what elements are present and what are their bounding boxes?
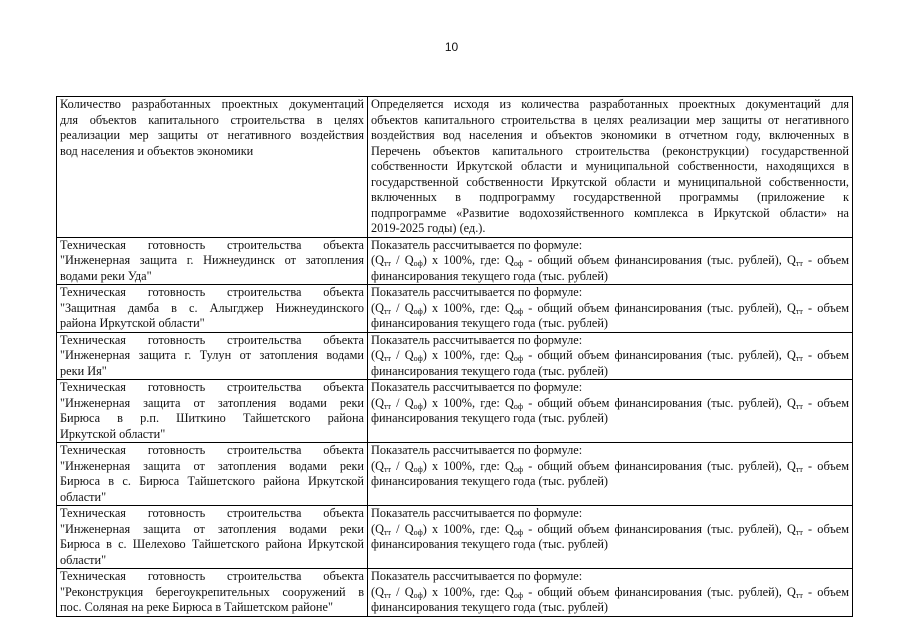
method-cell — [368, 443, 853, 506]
text-line: включенных в подпрограмму государственной программы (приложение к — [371, 190, 849, 204]
indicators-table — [56, 96, 853, 617]
text-line: Техническая готовность строительства объекта — [60, 443, 364, 457]
formula-intro: Показатель рассчитывается по формуле: — [371, 443, 583, 457]
table-row — [57, 332, 853, 380]
formula-intro: Показатель рассчитывается по формуле: — [371, 332, 583, 347]
formula-tail: финансирования текущего года (тыс. рублей) — [371, 363, 609, 378]
indicator-cell — [57, 380, 368, 443]
formula-line: $(Q_{тт} / Q_{оф})$ x 100%, где: $Q_{оф}$ - общий объем финансирования (тыс. рублей), $Q_{тт}$ - объем — [371, 395, 849, 411]
text-line: Техническая готовность строительства объекта — [60, 285, 364, 299]
text-line: подпрограмме «Развитие водохозяйственного комплекса в Иркутской области» на — [371, 205, 849, 220]
text-line: Бирюса в р.п. Шиткино Тайшетского района — [60, 411, 364, 425]
table-row — [57, 380, 853, 443]
formula-line: $(Q_{тт} / Q_{оф})$ x 100%, где: $Q_{оф}$ - общий объем финансирования (тыс. рублей), $Q_{тт}$ - объем — [371, 521, 849, 537]
text-line: "Инженерная защита от затопления водами реки — [60, 395, 364, 410]
text-line: Количество разработанных проектных документаций — [60, 97, 364, 111]
indicator-cell — [57, 443, 368, 506]
text-line: "Реконструкция берегоукрепительных сооружений в — [60, 584, 364, 599]
formula-tail: финансирования текущего года (тыс. рублей) — [371, 268, 609, 283]
formula-line: $(Q_{тт} / Q_{оф})$ x 100%, где: $Q_{оф}$ - общий объем финансирования (тыс. рублей), $Q_{тт}$ - объем — [371, 584, 849, 600]
text-line: Перечень объектов капитального строительства (реконструкции) государственной — [371, 143, 849, 158]
indicator-cell — [57, 569, 368, 617]
formula-tail: финансирования текущего года (тыс. рублей) — [371, 474, 609, 488]
table-row — [57, 443, 853, 506]
text-line: 2019-2025 годы) (ед.). — [371, 221, 486, 235]
text-line: пос. Соляная на реке Бирюса в Тайшетском районе" — [60, 600, 333, 614]
method-cell — [368, 506, 853, 569]
text-line: района Иркутской области" — [60, 316, 205, 330]
formula-line: $(Q_{тт} / Q_{оф})$ x 100%, где: $Q_{оф}$ - общий объем финансирования (тыс. рублей), $Q_{тт}$ - объем — [371, 458, 849, 474]
text-line: воздействия вод населения и объектов экономики в отчетном году, включенных в — [371, 128, 849, 142]
indicator-cell — [57, 332, 368, 380]
text-line: реализации мер защиты от негативного воздействия — [60, 128, 364, 142]
text-line: Бирюса в с. Шелехово Тайшетского района Иркутской — [60, 537, 364, 551]
method-cell — [368, 285, 853, 333]
formula-line: $(Q_{тт} / Q_{оф})$ x 100%, где: $Q_{оф}$ - общий объем финансирования (тыс. рублей), $Q_{тт}$ - объем — [371, 253, 849, 268]
text-line: "Инженерная защита г. Нижнеудинск от затопления — [60, 253, 364, 267]
text-line: Техническая готовность строительства объекта — [60, 506, 364, 520]
text-line: собственности Иркутской области и муниципальной собственности, находящихся в — [371, 159, 849, 173]
indicator-cell — [57, 97, 368, 238]
text-line: "Инженерная защита от затопления водами реки — [60, 521, 364, 536]
text-line: "Инженерная защита г. Тулун от затопления водами — [60, 348, 364, 362]
text-line: "Защитная дамба в с. Алыгджер Нижнеудинского — [60, 300, 364, 315]
formula-intro: Показатель рассчитывается по формуле: — [371, 380, 583, 394]
method-cell — [368, 569, 853, 617]
text-line: Техническая готовность строительства объекта — [60, 237, 364, 252]
table-row — [57, 285, 853, 333]
text-line: Бирюса в с. Бирюса Тайшетского района Иркутской — [60, 474, 364, 488]
method-cell — [368, 380, 853, 443]
formula-intro: Показатель рассчитывается по формуле: — [371, 285, 583, 299]
text-line: области" — [60, 552, 107, 567]
indicator-cell — [57, 506, 368, 569]
formula-intro: Показатель рассчитывается по формуле: — [371, 506, 583, 520]
table-row — [57, 569, 853, 617]
formula-intro: Показатель рассчитывается по формуле: — [371, 237, 583, 252]
method-cell — [368, 97, 853, 238]
page-number: 10 — [444, 40, 459, 54]
text-line: области" — [60, 489, 107, 504]
method-cell — [368, 332, 853, 380]
text-line: Иркутской области" — [60, 426, 166, 441]
formula-line: $(Q_{тт} / Q_{оф})$ x 100%, где: $Q_{оф}$ - общий объем финансирования (тыс. рублей), $Q_{тт}$ - объем — [371, 348, 849, 363]
formula-tail: финансирования текущего года (тыс. рублей) — [371, 411, 609, 425]
text-line: реки Ия" — [60, 363, 107, 378]
formula-tail: финансирования текущего года (тыс. рублей) — [371, 316, 609, 330]
table-row — [57, 97, 853, 238]
table-row — [57, 506, 853, 569]
table-row — [57, 237, 853, 285]
text-line: Техническая готовность строительства объекта — [60, 380, 364, 394]
method-cell — [368, 237, 853, 285]
text-line: "Инженерная защита от затопления водами реки — [60, 458, 364, 473]
indicator-cell — [57, 285, 368, 333]
text-line: Техническая готовность строительства объекта — [60, 569, 364, 583]
formula-tail: финансирования текущего года (тыс. рублей) — [371, 600, 609, 614]
text-line: вод населения и объектов экономики — [60, 143, 254, 158]
formula-intro: Показатель рассчитывается по формуле: — [371, 569, 583, 583]
formula-tail: финансирования текущего года (тыс. рублей) — [371, 537, 609, 551]
text-line: для объектов капитального строительства в целях — [60, 112, 364, 127]
text-line: Определяется исходя из количества разработанных проектных документаций для — [371, 97, 849, 111]
formula-line: $(Q_{тт} / Q_{оф})$ x 100%, где: $Q_{оф}$ - общий объем финансирования (тыс. рублей), $Q_{тт}$ - объем — [371, 300, 849, 316]
indicator-cell — [57, 237, 368, 285]
text-line: водами реки Уда" — [60, 268, 152, 283]
text-line: Техническая готовность строительства объекта — [60, 332, 364, 347]
text-line: государственной собственности Иркутской области и муниципальной собственности, — [371, 174, 849, 189]
text-line: объектов капитального строительства в целях реализации мер защиты от негативного — [371, 112, 849, 127]
